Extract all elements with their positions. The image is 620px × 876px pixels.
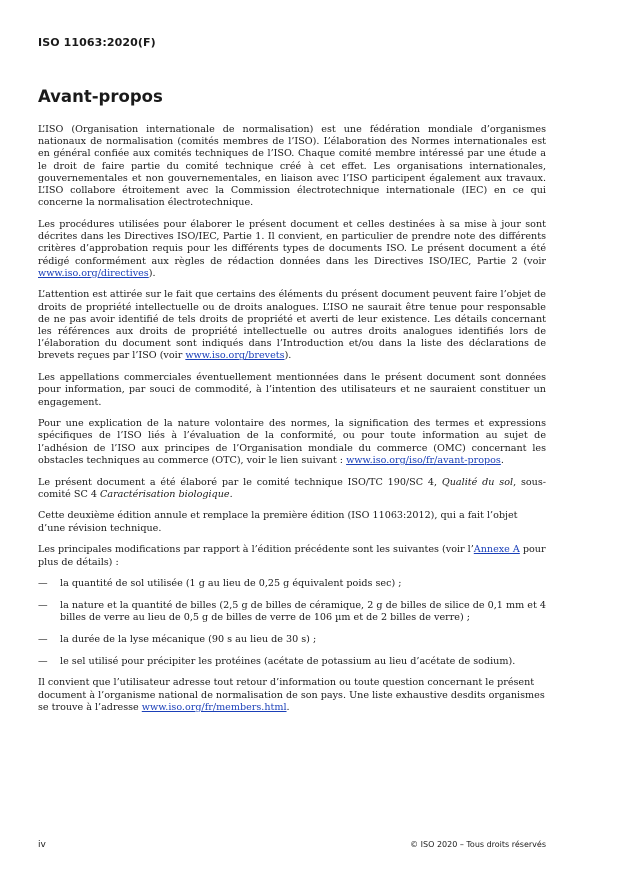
paragraph-text: Les procédures utilisées pour élaborer le présent document et celles destinées à sa mise à jour sont décrites dans les Directives ISO/IEC, Partie 1. Il convient, en particulier de prendre note des différents critères d’approbation requis pour les différents types de documents ISO. Le présent document a été rédigé conformément aux règles de rédaction données dans les Directives ISO/IEC, Partie 2 (voir: [38, 218, 546, 267]
subcommittee-title: Caractérisation biologique: [100, 488, 230, 500]
list-item-text: le sel utilisé pour précipiter les protéines (acétate de potassium au lieu d’acétate de sodium).: [60, 655, 516, 667]
paragraph-text: Il convient que l’utilisateur adresse tout retour d’information ou toute question concernant le présent document à l’organisme national de normalisation de son pays. Une liste exhaustive desdits organismes se trouve à l’adresse: [38, 677, 545, 713]
paragraph-tail: .: [229, 488, 233, 500]
paragraph-patents: [38, 289, 546, 362]
paragraph-text: Pour une explication de la nature volontaire des normes, la signification des termes et expressions spécifiques de l’ISO liés à l’évaluation de la conformité, ou pour toute information au sujet de l’adhésion de l’ISO aux principes de l’Organisation mondiale du commerce (OMC) concernant les obstacles techniques au commerce (OTC), voir le lien suivant :: [38, 418, 546, 466]
committee-title: Qualité du sol: [441, 476, 514, 488]
annex-a-link[interactable]: Annexe A: [473, 544, 520, 556]
patents-link[interactable]: www.iso.org/brevets: [185, 350, 285, 362]
document-reference: ISO 11063:2020(F): [38, 36, 156, 49]
foreword-link[interactable]: www.iso.org/iso/fr/avant-propos: [346, 454, 501, 466]
paragraph-mid: , sous-comité SC 4: [38, 476, 546, 500]
paragraph-feedback: [38, 677, 546, 714]
list-item: [38, 656, 546, 668]
list-dash: —: [38, 600, 48, 611]
paragraph-iso-intro: L’ISO (Organisation internationale de normalisation) est une fédération mondiale d’organismes nationaux de normalisation (comités membres de l’ISO). L’élaboration des Normes internationales est en général confiée aux comités techniques de l’ISO. Chaque comité membre intéressé par une étude a le droit de faire partie du comité technique créé à cet effet. Les organisations internationales, gouvernementales et non gouvernementales, en liaison avec l’ISO participent également aux travaux. L’ISO collabore étroitement avec la Commission électrotechnique internationale (IEC) en ce qui concerne la normalisation électrotechnique.: [38, 124, 546, 209]
copyright-notice: © ISO 2020 – Tous droits réservés: [410, 840, 546, 849]
paragraph-tail: ).: [148, 267, 156, 279]
paragraph-text: Le présent document a été élaboré par le comité technique ISO/TC 190/SC 4,: [38, 476, 442, 488]
list-item-text: la quantité de sol utilisée (1 g au lieu de 0,25 g équivalent poids sec) ;: [60, 578, 402, 590]
list-item: [38, 600, 546, 624]
directives-link[interactable]: www.iso.org/directives: [38, 267, 149, 279]
paragraph-text: L’attention est attirée sur le fait que certains des éléments du présent document peuvent faire l’objet de droits de propriété intellectuelle ou de droits analogues. L’ISO ne saurait être tenue pour responsable de ne pas avoir identifié de tels droits de propriété et averti de leur existence. Les détails concernant les références aux droits de propriété intellectuelle ou autres droits analogues identifiés lors de l’élaboration du document sont indiqués dans l’Introduction et/ou dans la liste des déclarations de brevets reçues par l’ISO (voir: [38, 289, 546, 362]
paragraph-tail: .: [500, 454, 504, 466]
list-item: [38, 578, 546, 590]
list-item-text: la nature et la quantité de billes (2,5 g de billes de céramique, 2 g de billes de silice de 0,1 mm et 4 billes de verre au lieu de 0,5 g de billes de verre de 106 µm et de 2 billes de verre) ;: [60, 600, 546, 624]
foreword-body: [38, 124, 546, 723]
paragraph-tail: pour plus de détails) :: [38, 544, 546, 568]
paragraph-text: Les principales modifications par rapport à l’édition précédente sont les suivantes (voir l’: [38, 544, 474, 556]
list-dash: —: [38, 578, 48, 590]
list-dash: —: [38, 655, 48, 667]
list-item-text: la durée de la lyse mécanique (90 s au lieu de 30 s) ;: [60, 633, 317, 645]
paragraph-tail: .: [286, 701, 290, 713]
paragraph-changes-intro: [38, 544, 546, 568]
paragraph-procedures: [38, 219, 546, 280]
members-link[interactable]: www.iso.org/fr/members.html: [141, 701, 287, 713]
paragraph-edition: Cette deuxième édition annule et remplace la première édition (ISO 11063:2012), qui a fait l’objet d’une révision technique.: [38, 510, 518, 534]
paragraph-committee: [38, 477, 546, 501]
paragraph-tail: ).: [284, 350, 292, 362]
list-item: [38, 634, 546, 646]
page-title: Avant-propos: [38, 87, 163, 106]
paragraph-trade-names: Les appellations commerciales éventuellement mentionnées dans le présent document sont données pour information, par souci de commodité, à l’intention des utilisateurs et ne sauraient constituer un engagement.: [38, 372, 546, 408]
list-dash: —: [38, 633, 48, 645]
paragraph-voluntary-nature: [38, 418, 546, 467]
page-number: iv: [38, 840, 46, 850]
